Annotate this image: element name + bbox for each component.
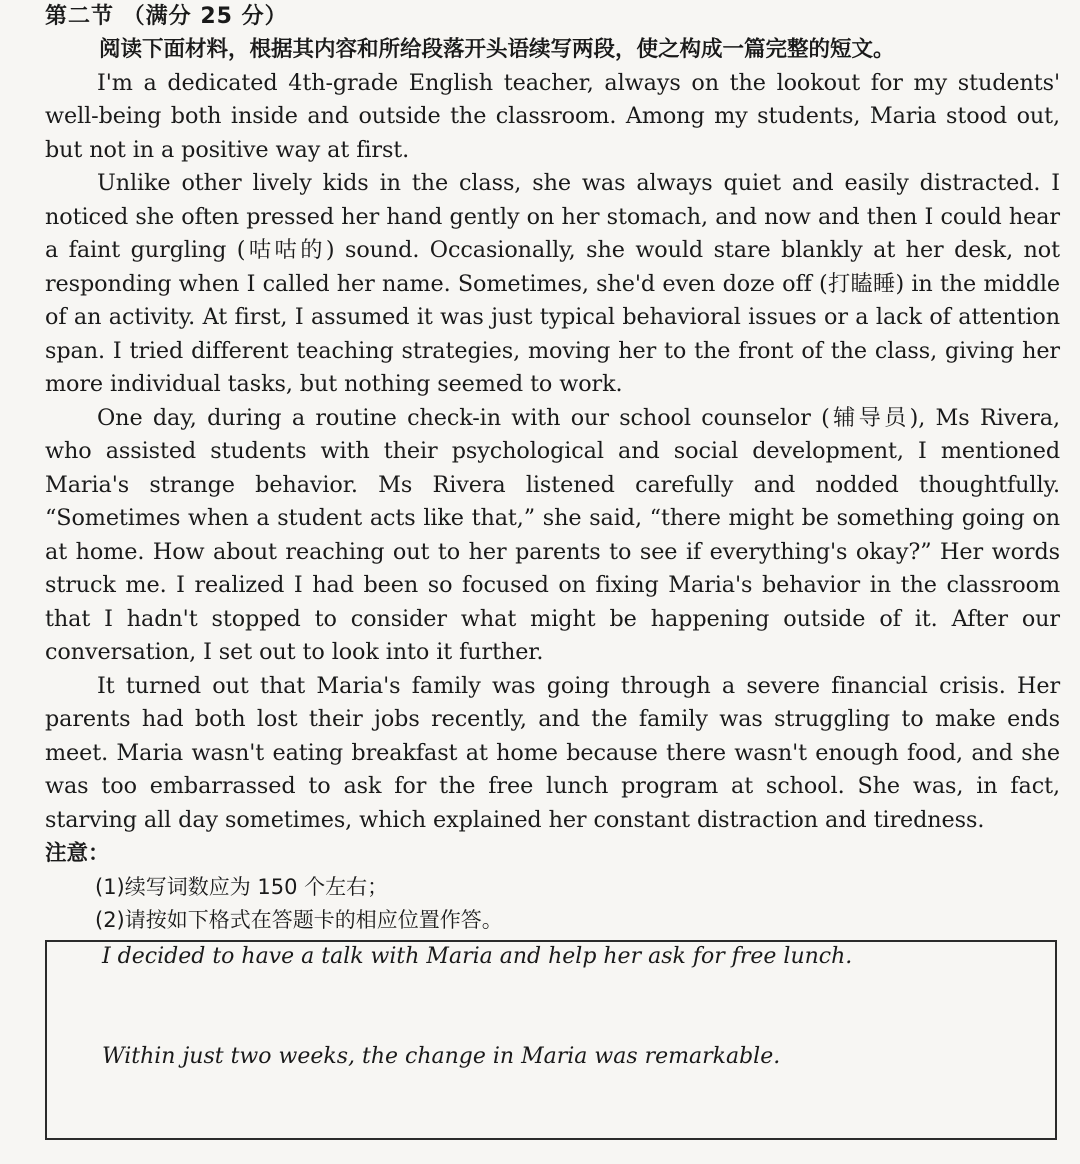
instruction: 阅读下面材料，根据其内容和所给段落开头语续写两段，使之构成一篇完整的短文。 (99, 37, 895, 62)
section-title: 第二节 （满分 25 分） (45, 4, 288, 29)
passage-paragraph-2: Unlike other lively kids in the class, she was always quiet and easily distracted. I noticed she often pressed her hand gently on her stomach, and now and then I could hear a faint gurgling (咕咕的) sound. Occasionally, she would stare blankly at her desk, not responding when I called her name. Sometimes, she'd even doze off (打瞌睡) in the middle of an activity. At first, I assumed it was just typical behavioral issues or a lack of attention span. I tried different teaching strategies, moving her to the front of the class, giving her more individual tasks, but nothing seemed to work. (45, 170, 1060, 397)
note-item-1: (1)续写词数应为 150 个左右； (95, 874, 389, 899)
note-item-2: (2)请按如下格式在答题卡的相应位置作答。 (95, 908, 503, 932)
passage-paragraph-4: It turned out that Maria's family was going through a severe financial crisis. Her parents had both lost their jobs recently, and the family was struggling to make ends meet. Maria wasn't eating breakfast at home because there wasn't enough food, and she was too embarrassed to ask for the free lunch program at school. She was, in fact, starving all day sometimes, which explained her constant distraction and tiredness. (45, 672, 1060, 833)
continuation-prompt-2: Within just two weeks, the change in Maria was remarkable. (102, 1044, 781, 1069)
continuation-prompt-1: I decided to have a talk with Maria and help her ask for free lunch. (102, 944, 853, 969)
passage-paragraph-3: One day, during a routine check-in with our school counselor (辅导员), Ms Rivera, who assisted students with their psychological and social development, I mentioned Maria's strange behavior. Ms Rivera listened carefully and nodded thoughtfully. “Sometimes when a student acts like that,” she said, “there might be something going on at home. How about reaching out to her parents to see if everything's okay?” Her words struck me. I realized I had been so focused on fixing Maria's behavior in the classroom that I hadn't stopped to consider what might be happening outside of it. After our conversation, I set out to look into it further. (45, 404, 1060, 665)
passage-paragraph-1: I'm a dedicated 4th-grade English teacher, always on the lookout for my students' well-being both inside and outside the classroom. Among my students, Maria stood out, but not in a positive way at first. (45, 69, 1060, 163)
notes-label: 注意： (45, 841, 110, 866)
answer-box (45, 940, 1057, 1140)
